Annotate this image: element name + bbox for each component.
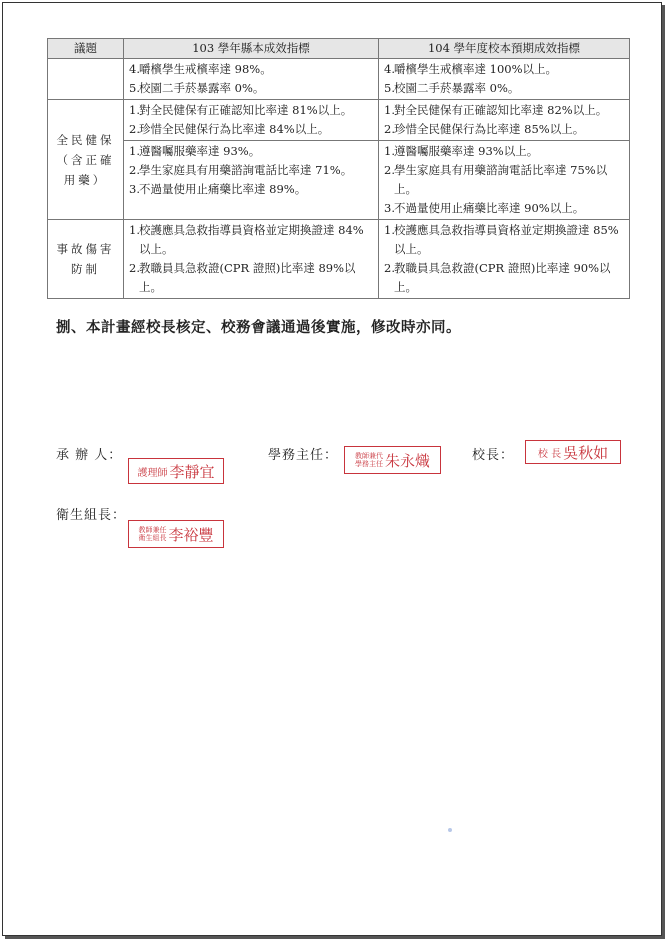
indicator-text: 校園二手菸暴露率 0%。	[394, 81, 520, 95]
handler-stamp	[128, 458, 224, 484]
table-row	[48, 220, 630, 299]
indicator-item	[384, 199, 625, 218]
indicator-item	[129, 221, 374, 259]
indicator-text: 嚼檳學生戒檳率達 100%以上。	[394, 62, 558, 76]
indicator-number: 5.	[129, 81, 140, 95]
indicator-item	[384, 142, 625, 161]
indicator-text: 珍惜全民健保行為比率達 85%以上。	[394, 122, 585, 136]
topic-cell: 事故傷害防制	[48, 220, 124, 299]
indicator-text: 不過量使用止痛藥比率達 90%以上。	[394, 201, 585, 215]
indicator-item	[129, 120, 374, 139]
indicator-103-cell	[124, 141, 379, 220]
indicator-item	[384, 79, 625, 98]
header-topic: 議題	[48, 39, 124, 59]
indicator-table	[47, 38, 630, 299]
indicator-text: 學生家庭具有用藥諮詢電話比率達 71%。	[139, 163, 353, 177]
table-row	[48, 141, 630, 220]
director-stamp-line-2: 學務主任	[354, 460, 383, 468]
indicator-104-cell	[379, 220, 630, 299]
indicator-item	[384, 161, 625, 199]
principal-stamp	[525, 440, 621, 464]
handler-stamp-title: 護理師	[137, 467, 168, 479]
indicator-number: 1.	[129, 144, 140, 158]
indicator-item	[129, 142, 374, 161]
indicator-number: 1.	[384, 144, 395, 158]
indicator-item	[384, 259, 625, 297]
indicator-item	[129, 60, 374, 79]
indicator-text: 教職員具急救證(CPR 證照)比率達 90%以上。	[394, 261, 611, 294]
indicator-text: 對全民健保有正確認知比率達 81%以上。	[139, 103, 353, 117]
header-103: 103 學年縣本成效指標	[124, 39, 379, 59]
indicator-text: 遵醫囑服藥率達 93%。	[139, 144, 261, 158]
closing-note: 捌、本計畫經校長核定、校務會議通過後實施，修改時亦同。	[56, 319, 461, 336]
indicator-item	[384, 101, 625, 120]
header-104: 104 學年度校本預期成效指標	[379, 39, 630, 59]
indicator-number: 2.	[384, 261, 395, 275]
health-leader-stamp	[128, 520, 224, 548]
indicator-number: 5.	[384, 81, 395, 95]
health-leader-stamp-name: 李裕豐	[168, 525, 214, 544]
indicator-104-cell	[379, 59, 630, 100]
indicator-103-cell	[124, 100, 379, 141]
indicator-104-cell	[379, 141, 630, 220]
indicator-item	[129, 180, 374, 199]
table-row	[48, 59, 630, 100]
director-stamp-title	[355, 452, 383, 468]
director-stamp-name: 朱永熾	[384, 451, 430, 470]
indicator-number: 4.	[384, 62, 395, 76]
indicator-text: 遵醫囑服藥率達 93%以上。	[394, 144, 539, 158]
indicator-number: 2.	[129, 261, 140, 275]
director-stamp	[344, 446, 441, 474]
indicator-text: 校護應具急救指導員資格並定期換證達 84%以上。	[139, 223, 364, 256]
indicator-text: 校園二手菸暴露率 0%。	[139, 81, 265, 95]
indicator-item	[384, 60, 625, 79]
principal-stamp-name: 吳秋如	[563, 443, 609, 462]
table-row	[48, 100, 630, 141]
indicator-number: 2.	[384, 163, 395, 177]
director-stamp-line-1: 教師兼代	[354, 452, 383, 460]
indicator-text: 嚼檳學生戒檳率達 98%。	[139, 62, 272, 76]
indicator-103-cell	[124, 220, 379, 299]
indicator-number: 4.	[129, 62, 140, 76]
indicator-item	[384, 120, 625, 139]
topic-cell	[48, 59, 124, 100]
principal-stamp-title: 校 長	[537, 448, 562, 460]
director-label: 學務主任：	[268, 448, 339, 463]
handler-stamp-name: 李靜宜	[169, 462, 215, 481]
indicator-text: 學生家庭具有用藥諮詢電話比率達 75%以上。	[394, 163, 608, 196]
table-header-row	[48, 39, 630, 59]
indicator-number: 2.	[384, 122, 395, 136]
indicator-text: 教職員具急救證(CPR 證照)比率達 89%以上。	[139, 261, 356, 294]
indicator-number: 1.	[129, 103, 140, 117]
table-body	[48, 59, 630, 299]
indicator-number: 1.	[384, 103, 395, 117]
topic-cell: 全民健保（含正確用藥）	[48, 100, 124, 220]
indicator-item	[129, 101, 374, 120]
indicator-item	[129, 259, 374, 297]
indicator-text: 不過量使用止痛藥比率達 89%。	[139, 182, 307, 196]
indicator-number: 1.	[129, 223, 140, 237]
indicator-number: 2.	[129, 122, 140, 136]
indicator-number: 1.	[384, 223, 395, 237]
handler-label: 承 辦 人：	[56, 448, 123, 463]
health-leader-label: 衛生組長：	[56, 508, 127, 523]
health-leader-stamp-line-2: 衛生組長	[138, 534, 167, 542]
ink-speck	[448, 828, 452, 832]
indicator-number: 3.	[384, 201, 395, 215]
principal-label: 校長：	[472, 448, 515, 463]
indicator-text: 對全民健保有正確認知比率達 82%以上。	[394, 103, 608, 117]
indicator-number: 2.	[129, 163, 140, 177]
indicator-item	[129, 161, 374, 180]
health-leader-stamp-line-1: 教師兼任	[138, 526, 167, 534]
indicator-103-cell	[124, 59, 379, 100]
indicator-item	[384, 221, 625, 259]
indicator-number: 3.	[129, 182, 140, 196]
indicator-text: 珍惜全民健保行為比率達 84%以上。	[139, 122, 330, 136]
indicator-104-cell	[379, 100, 630, 141]
health-leader-stamp-title	[138, 526, 166, 542]
indicator-item	[129, 79, 374, 98]
indicator-text: 校護應具急救指導員資格並定期換證達 85%以上。	[394, 223, 619, 256]
